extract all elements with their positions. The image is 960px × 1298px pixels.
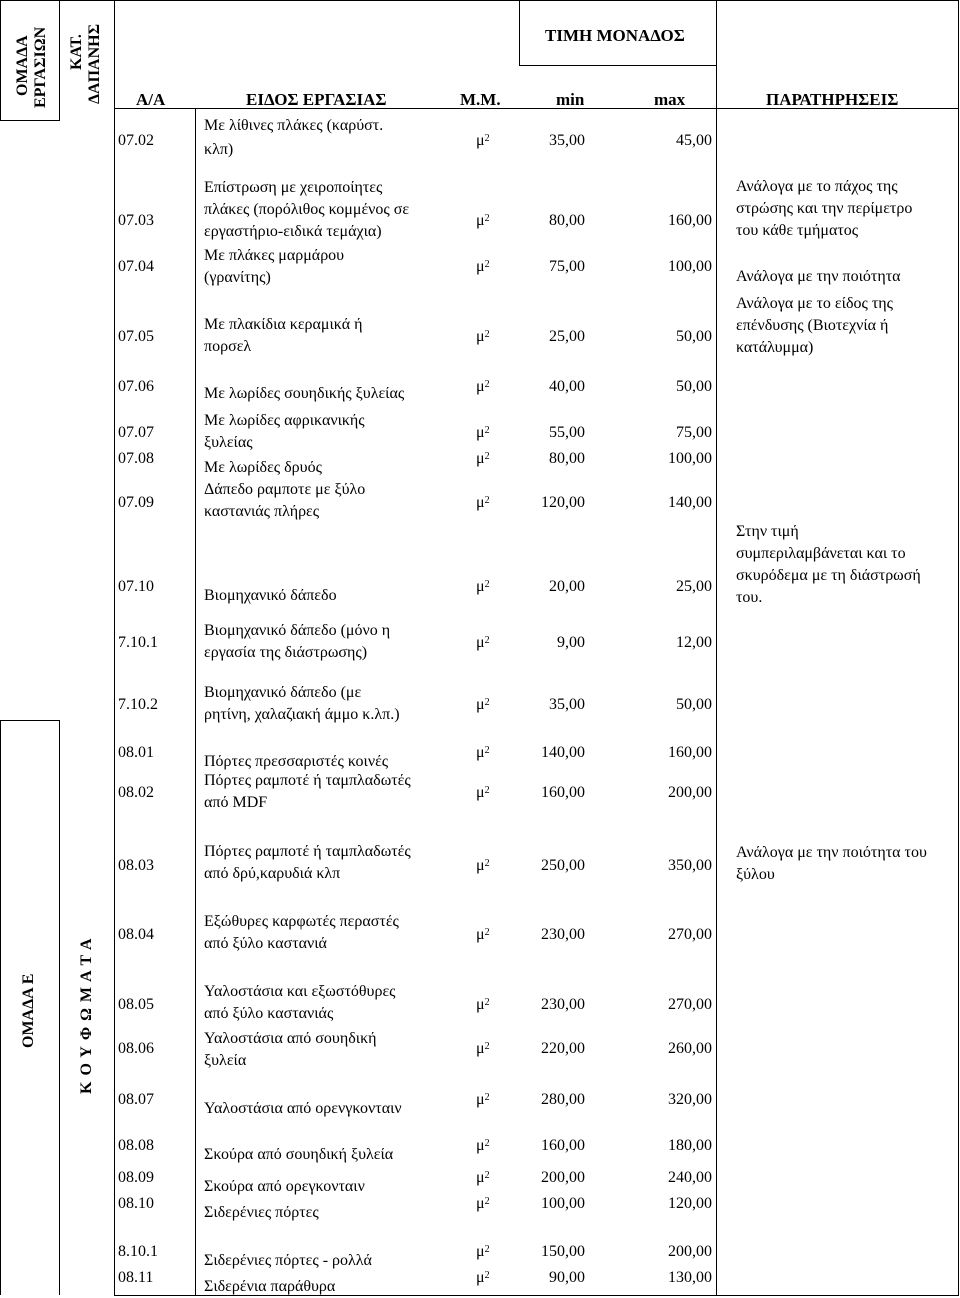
row-unit: [476, 925, 490, 944]
row-code: 08.11: [118, 1269, 154, 1286]
row-description: (γρανίτης): [204, 269, 271, 286]
row-description: Πόρτες ραμποτέ ή ταμπλαδωτές: [204, 772, 411, 789]
row-unit: [476, 633, 490, 652]
unit-base: μ: [476, 926, 485, 943]
border-left-bottom: [0, 720, 1, 1295]
row-code: 08.07: [118, 1091, 154, 1108]
unit-exponent: 2: [484, 1270, 490, 1281]
row-description: Με λωρίδες δρυός: [204, 459, 322, 476]
row-max-price: 75,00: [676, 424, 712, 441]
row-max-price: 50,00: [676, 696, 712, 713]
row-min-price: 160,00: [541, 1137, 585, 1154]
row-min-price: 280,00: [541, 1091, 585, 1108]
unit-exponent: 2: [484, 1138, 490, 1149]
row-unit: [476, 1194, 490, 1213]
row-description: ξυλείας: [204, 434, 253, 451]
row-code: 07.03: [118, 212, 154, 229]
row-code: 07.06: [118, 378, 154, 395]
row-min-price: 80,00: [549, 212, 585, 229]
row-code: 08.08: [118, 1137, 154, 1154]
row-description: Υαλοστάσια από σουηδική: [204, 1030, 377, 1047]
border-price-left: [519, 0, 520, 65]
col-desc-header: ΕΙΔΟΣ ΕΡΓΑΣΙΑΣ: [246, 90, 387, 109]
row-description: καστανιάς πλήρες: [204, 503, 320, 520]
unit-exponent: 2: [484, 495, 490, 506]
row-code: 07.04: [118, 258, 154, 275]
row-description: Σιδερένια παράθυρα: [204, 1278, 336, 1295]
row-max-price: 160,00: [668, 212, 712, 229]
row-min-price: 150,00: [541, 1243, 585, 1260]
row-description: ξυλεία: [204, 1052, 247, 1069]
border-col2: [114, 0, 115, 1296]
row-description: Με πλάκες μαρμάρου: [204, 247, 345, 264]
unit-base: μ: [476, 1137, 485, 1154]
row-description: από ξύλο καστανιά: [204, 935, 327, 952]
row-unit: [476, 1242, 490, 1261]
row-description: Με λίθινες πλάκες (καρύστ.: [204, 117, 384, 134]
row-code: 07.08: [118, 450, 154, 467]
unit-base: μ: [476, 1040, 485, 1057]
row-remark: του κάθε τμήματος: [736, 222, 859, 239]
row-description: Πόρτες ραμποτέ ή ταμπλαδωτές: [204, 843, 411, 860]
row-unit: [476, 995, 490, 1014]
row-description: ρητίνη, χαλαζιακή άμμο κ.λπ.): [204, 706, 400, 723]
col-min-header: min: [556, 90, 585, 109]
row-remark: ξύλου: [736, 866, 775, 883]
row-unit: [476, 377, 490, 396]
row-min-price: 20,00: [549, 578, 585, 595]
row-unit: [476, 577, 490, 596]
row-min-price: 75,00: [549, 258, 585, 275]
row-unit: [476, 743, 490, 762]
unit-exponent: 2: [484, 997, 490, 1008]
unit-base: μ: [476, 328, 485, 345]
row-remark: Ανάλογα με το είδος της: [736, 295, 893, 312]
row-min-price: 160,00: [541, 784, 585, 801]
border-col1-top: [59, 0, 60, 120]
row-max-price: 180,00: [668, 1137, 712, 1154]
border-col3: [195, 108, 196, 1296]
row-unit: [476, 1136, 490, 1155]
row-description: Εξώθυρες καρφωτές περαστές: [204, 913, 399, 930]
unit-base: μ: [476, 744, 485, 761]
row-description: Υαλοστάσια και εξωστόθυρες: [204, 983, 396, 1000]
border-col-max: [716, 0, 717, 1296]
unit-base: μ: [476, 634, 485, 651]
border-right: [958, 0, 959, 1296]
unit-exponent: 2: [484, 579, 490, 590]
unit-base: μ: [476, 784, 485, 801]
unit-exponent: 2: [484, 785, 490, 796]
row-code: 08.09: [118, 1169, 154, 1186]
row-unit: [476, 1268, 490, 1287]
row-remark: Ανάλογα με το πάχος της: [736, 178, 898, 195]
border-group-e-top: [0, 720, 60, 721]
row-code: 07.05: [118, 328, 154, 345]
border-top: [0, 0, 959, 1]
row-min-price: 90,00: [549, 1269, 585, 1286]
row-max-price: 320,00: [668, 1091, 712, 1108]
row-min-price: 9,00: [557, 634, 585, 651]
row-max-price: 260,00: [668, 1040, 712, 1057]
row-remark: Ανάλογα με την ποιότητα του: [736, 844, 927, 861]
row-max-price: 120,00: [668, 1195, 712, 1212]
row-description: Με λωρίδες αφρικανικής: [204, 412, 365, 429]
row-description: Βιομηχανικό δάπεδο (με: [204, 684, 362, 701]
unit-exponent: 2: [484, 858, 490, 869]
unit-base: μ: [476, 578, 485, 595]
row-description: από δρύ,καρυδιά κλπ: [204, 865, 341, 882]
row-min-price: 200,00: [541, 1169, 585, 1186]
unit-base: μ: [476, 696, 485, 713]
row-unit: [476, 783, 490, 802]
row-min-price: 220,00: [541, 1040, 585, 1057]
unit-base: μ: [476, 1169, 485, 1186]
unit-exponent: 2: [484, 745, 490, 756]
row-max-price: 270,00: [668, 926, 712, 943]
row-unit: [476, 856, 490, 875]
row-max-price: 50,00: [676, 378, 712, 395]
row-description: Δάπεδο ραμποτε με ξύλο: [204, 481, 366, 498]
row-max-price: 160,00: [668, 744, 712, 761]
border-left-top: [0, 0, 1, 120]
group-e-label: ΟΜΑΔΑ Ε: [20, 973, 37, 1048]
row-unit: [476, 695, 490, 714]
row-min-price: 230,00: [541, 926, 585, 943]
row-code: 08.01: [118, 744, 154, 761]
row-max-price: 45,00: [676, 132, 712, 149]
row-max-price: 25,00: [676, 578, 712, 595]
row-min-price: 35,00: [549, 696, 585, 713]
row-unit: [476, 131, 490, 150]
row-min-price: 80,00: [549, 450, 585, 467]
row-min-price: 100,00: [541, 1195, 585, 1212]
row-code: 07.09: [118, 494, 154, 511]
unit-exponent: 2: [484, 133, 490, 144]
cat-header-line1: ΚΑΤ.: [68, 34, 85, 70]
row-description: Πόρτες πρεσσαριστές κοινές: [204, 753, 389, 770]
unit-exponent: 2: [484, 1092, 490, 1103]
unit-exponent: 2: [484, 425, 490, 436]
col-max-header: max: [654, 90, 686, 109]
row-max-price: 270,00: [668, 996, 712, 1013]
row-code: 7.10.1: [118, 634, 158, 651]
row-max-price: 12,00: [676, 634, 712, 651]
row-max-price: 100,00: [668, 258, 712, 275]
row-unit: [476, 327, 490, 346]
col-aa-header: Α/Α: [136, 90, 166, 109]
unit-base: μ: [476, 996, 485, 1013]
row-max-price: 130,00: [668, 1269, 712, 1286]
row-max-price: 200,00: [668, 784, 712, 801]
row-remark: κατάλυμμα): [736, 339, 814, 356]
row-description: Σιδερένιες πόρτες - ρολλά: [204, 1252, 372, 1269]
row-code: 08.05: [118, 996, 154, 1013]
unit-base: μ: [476, 494, 485, 511]
row-description: Υαλοστάσια από ορενγκονταιν: [204, 1100, 402, 1117]
unit-base: μ: [476, 258, 485, 275]
row-description: Σκούρα από ορεγκονταιν: [204, 1178, 365, 1195]
border-col1-bottom: [59, 720, 60, 1295]
row-remark: συμπεριλαμβάνεται και το: [736, 545, 906, 562]
row-code: 07.07: [118, 424, 154, 441]
row-min-price: 140,00: [541, 744, 585, 761]
row-code: 07.02: [118, 132, 154, 149]
row-remark: Ανάλογα με την ποιότητα: [736, 268, 901, 285]
row-min-price: 250,00: [541, 857, 585, 874]
row-min-price: 55,00: [549, 424, 585, 441]
unit-exponent: 2: [484, 1244, 490, 1255]
unit-exponent: 2: [484, 1041, 490, 1052]
border-group-bottom: [0, 120, 60, 121]
row-max-price: 140,00: [668, 494, 712, 511]
row-description: Επίστρωση με χειροποίητες: [204, 179, 383, 196]
row-code: 08.06: [118, 1040, 154, 1057]
unit-exponent: 2: [484, 259, 490, 270]
row-unit: [476, 257, 490, 276]
col-notes-header: ΠΑΡΑΤΗΡΗΣΕΙΣ: [766, 90, 899, 109]
row-description: εργασία της διάστρωσης): [204, 644, 368, 661]
row-description: Σκούρα από σουηδική ξυλεία: [204, 1146, 394, 1163]
row-remark: σκυρόδεμα με τη διάστρωσή: [736, 567, 921, 584]
row-description: εργαστήριο-ειδικά τεμάχια): [204, 223, 382, 240]
unit-base: μ: [476, 1195, 485, 1212]
row-code: 8.10.1: [118, 1243, 158, 1260]
unit-base: μ: [476, 424, 485, 441]
row-code: 08.02: [118, 784, 154, 801]
row-max-price: 240,00: [668, 1169, 712, 1186]
unit-base: μ: [476, 857, 485, 874]
unit-base: μ: [476, 1243, 485, 1260]
group-header-line2: ΕΡΓΑΣΙΩΝ: [32, 26, 49, 108]
row-max-price: 200,00: [668, 1243, 712, 1260]
row-max-price: 50,00: [676, 328, 712, 345]
row-min-price: 35,00: [549, 132, 585, 149]
row-code: 07.10: [118, 578, 154, 595]
unit-exponent: 2: [484, 1170, 490, 1181]
row-unit: [476, 423, 490, 442]
group-header-line1: ΟΜΑΔΑ: [14, 35, 31, 96]
row-description: Με πλακίδια κεραμικά ή: [204, 316, 363, 333]
row-description: κλπ): [204, 141, 234, 158]
unit-base: μ: [476, 378, 485, 395]
row-unit: [476, 211, 490, 230]
cat-header-line2: ΔΑΠΑΝΗΣ: [86, 23, 103, 104]
unit-exponent: 2: [484, 635, 490, 646]
row-remark: επένδυσης (Βιοτεχνία ή: [736, 317, 889, 334]
row-max-price: 100,00: [668, 450, 712, 467]
unit-exponent: 2: [484, 697, 490, 708]
row-code: 08.04: [118, 926, 154, 943]
row-max-price: 350,00: [668, 857, 712, 874]
row-remark: του.: [736, 589, 763, 606]
row-remark: Στην τιμή: [736, 523, 799, 540]
col-mm-header: Μ.Μ.: [460, 90, 501, 109]
row-min-price: 25,00: [549, 328, 585, 345]
unit-exponent: 2: [484, 451, 490, 462]
unit-base: μ: [476, 1269, 485, 1286]
row-unit: [476, 493, 490, 512]
border-price-split: [519, 65, 717, 66]
row-description: από ξύλο καστανιάς: [204, 1005, 334, 1022]
row-min-price: 40,00: [549, 378, 585, 395]
row-description: πορσελ: [204, 338, 252, 355]
koufomata-label: Κ Ο Υ Φ Ω Μ Α Τ Α: [78, 937, 95, 1094]
row-unit: [476, 1039, 490, 1058]
row-unit: [476, 1168, 490, 1187]
row-description: Βιομηχανικό δάπεδο (μόνο η: [204, 622, 391, 639]
row-description: Σιδερένιες πόρτες: [204, 1204, 319, 1221]
unit-base: μ: [476, 132, 485, 149]
row-min-price: 120,00: [541, 494, 585, 511]
unit-price-header: ΤΙΜΗ ΜΟΝΑΔΟΣ: [545, 26, 685, 45]
row-min-price: 230,00: [541, 996, 585, 1013]
unit-exponent: 2: [484, 1196, 490, 1207]
unit-exponent: 2: [484, 379, 490, 390]
unit-exponent: 2: [484, 213, 490, 224]
row-remark: στρώσης και την περίμετρο: [736, 200, 913, 217]
unit-exponent: 2: [484, 927, 490, 938]
row-description: Με λωρίδες σουηδικής ξυλείας: [204, 385, 405, 402]
unit-exponent: 2: [484, 329, 490, 340]
row-code: 08.03: [118, 857, 154, 874]
unit-base: μ: [476, 212, 485, 229]
row-unit: [476, 449, 490, 468]
row-unit: [476, 1090, 490, 1109]
row-code: 08.10: [118, 1195, 154, 1212]
row-code: 7.10.2: [118, 696, 158, 713]
row-description: από MDF: [204, 794, 268, 811]
unit-base: μ: [476, 1091, 485, 1108]
row-description: Βιομηχανικό δάπεδο: [204, 587, 337, 604]
unit-base: μ: [476, 450, 485, 467]
row-description: πλάκες (πορόλιθος κομμένος σε: [204, 201, 410, 218]
